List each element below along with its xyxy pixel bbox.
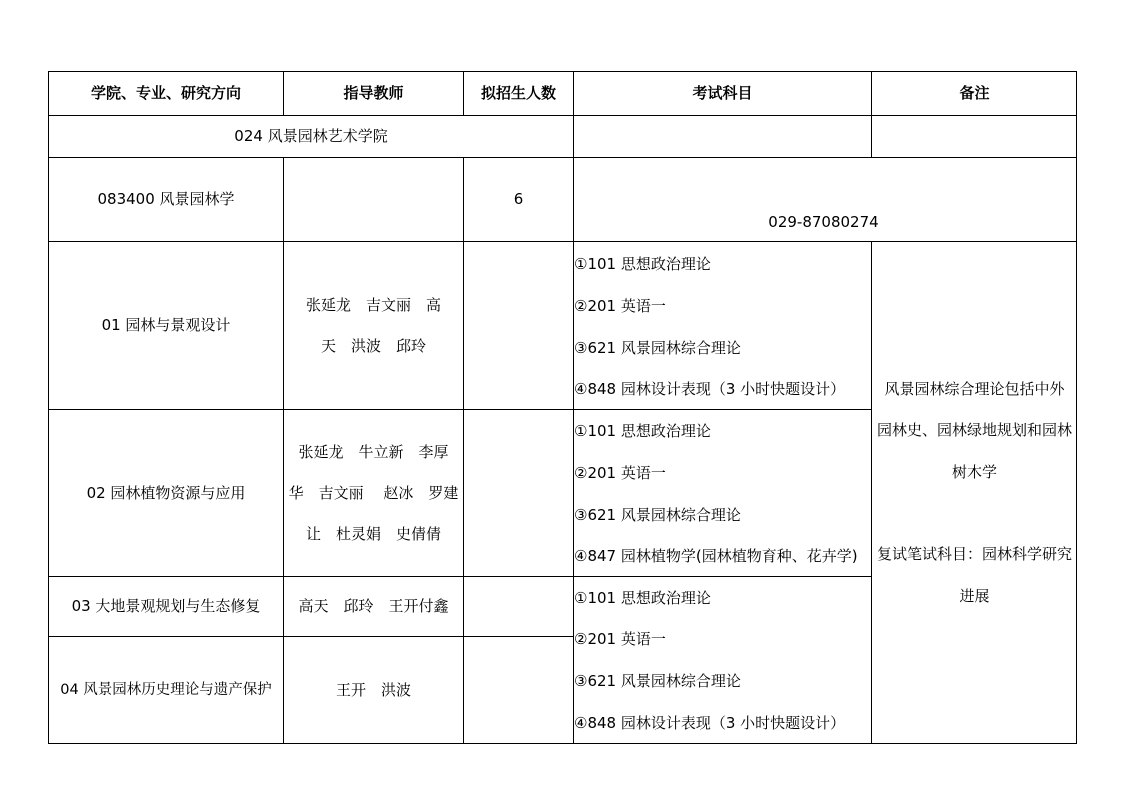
notes-line: 复试笔试科目：园林科学研究 xyxy=(876,545,1072,564)
exam-item: ①101 思想政治理论 xyxy=(574,422,711,440)
notes-line xyxy=(872,493,1077,534)
header-exam: 考试科目 xyxy=(573,71,871,115)
advisor-line: 高天 邱玲 王开付鑫 xyxy=(298,597,449,615)
direction-04-name: 04 风景园林历史理论与遗产保护 xyxy=(48,636,283,744)
header-quota: 拟招生人数 xyxy=(463,71,573,115)
exam-item: ①101 思想政治理论 xyxy=(574,255,711,273)
exam-item: ③621 风景园林综合理论 xyxy=(574,339,741,357)
exam-item: ①101 思想政治理论 xyxy=(574,589,711,607)
direction-02-name: 02 园林植物资源与应用 xyxy=(48,409,283,576)
exam-item: ④847 园林植物学(园林植物育种、花卉学) xyxy=(574,547,858,565)
direction-03-04-exams xyxy=(573,576,871,744)
college-exam-empty xyxy=(573,115,871,157)
direction-01-advisors xyxy=(283,241,463,409)
direction-01-quota-empty xyxy=(463,241,573,409)
major-name: 083400 风景园林学 xyxy=(48,157,283,241)
college-notes-empty xyxy=(871,115,1077,157)
header-notes: 备注 xyxy=(871,71,1077,115)
exam-item: ③621 风景园林综合理论 xyxy=(574,506,741,524)
college-name: 024 风景园林艺术学院 xyxy=(48,115,573,157)
exam-item: ③621 风景园林综合理论 xyxy=(574,672,741,690)
notes-line: 风景园林综合理论包括中外 xyxy=(884,379,1065,398)
notes-line: 树木学 xyxy=(951,462,997,481)
direction-03-name: 03 大地景观规划与生态修复 xyxy=(48,576,283,636)
exam-item: ②201 英语一 xyxy=(574,297,666,315)
direction-03-quota-empty xyxy=(463,576,573,636)
notes-line: 园林史、园林绿地规划和园林 xyxy=(876,421,1072,440)
direction-02-advisors xyxy=(283,409,463,576)
exam-item: ②201 英语一 xyxy=(574,630,666,648)
advisor-line: 华 吉文丽 赵冰 罗建 xyxy=(288,483,459,502)
notes-line: 进展 xyxy=(959,586,990,605)
direction-01-name: 01 园林与景观设计 xyxy=(48,241,283,409)
advisor-line: 张延龙 牛立新 李厚 xyxy=(298,442,449,461)
direction-01-exams xyxy=(573,241,871,409)
exam-item: ④848 园林设计表现（3 小时快题设计） xyxy=(574,380,846,398)
phone-number: 029-87080274 xyxy=(768,213,879,231)
advisor-line: 让 杜灵娟 史倩倩 xyxy=(305,524,441,543)
notes-cell xyxy=(871,241,1077,744)
direction-04-advisors xyxy=(283,636,463,744)
advisor-line: 张延龙 吉文丽 高 xyxy=(305,295,441,314)
exam-item: ④848 园林设计表现（3 小时快题设计） xyxy=(574,714,846,732)
major-quota: 6 xyxy=(463,157,573,241)
direction-04-quota-empty xyxy=(463,636,573,744)
direction-03-advisors xyxy=(283,576,463,636)
direction-02-quota-empty xyxy=(463,409,573,576)
exam-item: ②201 英语一 xyxy=(574,464,666,482)
header-advisors: 指导教师 xyxy=(283,71,463,115)
major-advisors-empty xyxy=(283,157,463,241)
major-contact-phone xyxy=(573,157,1077,241)
header-program: 学院、专业、研究方向 xyxy=(48,71,283,115)
advisor-line: 王开 洪波 xyxy=(335,681,411,699)
advisor-line: 天 洪波 邱玲 xyxy=(320,336,426,355)
direction-02-exams xyxy=(573,409,871,576)
